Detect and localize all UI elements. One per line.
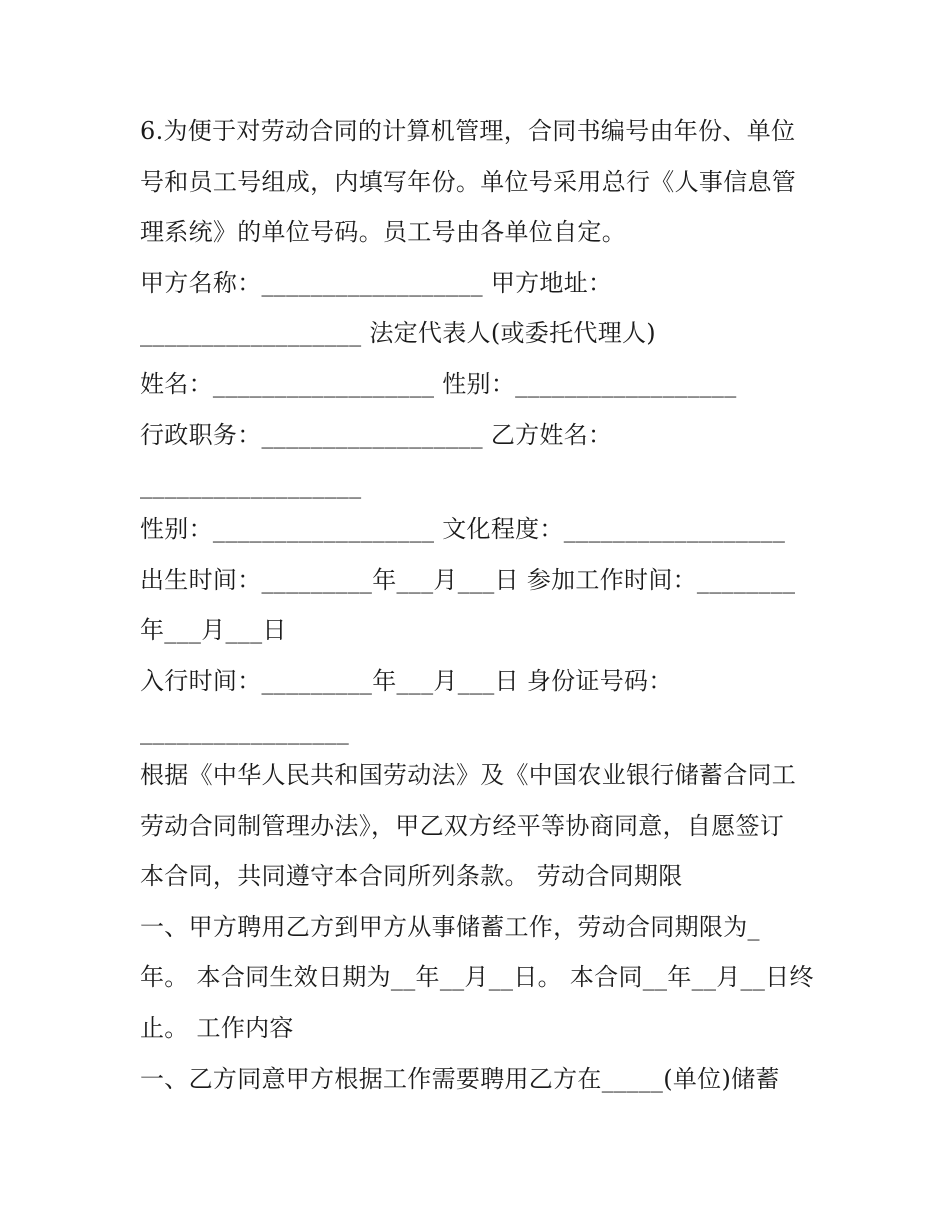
text-line: 劳动合同制管理办法》，甲乙双方经平等协商同意，自愿签订: [140, 812, 785, 840]
text-line: 性别：__________________ 文化程度：__________________: [140, 515, 786, 543]
text-line: 年___月___日: [140, 616, 287, 644]
text-line: 姓名：__________________ 性别：__________________: [140, 370, 737, 398]
text-line: 一、乙方同意甲方根据工作需要聘用乙方在_____(单位)储蓄: [140, 1065, 780, 1093]
text-line: 行政职务：__________________ 乙方姓名：: [140, 421, 613, 449]
text-line: 止。 工作内容: [140, 1014, 294, 1042]
text-line: 年。 本合同生效日期为__年__月__日。 本合同__年__月__日终: [140, 963, 814, 991]
text-line: 号和员工号组成，内填写年份。单位号采用总行《人事信息管: [140, 168, 797, 196]
text-line: 根据《中华人民共和国劳动法》及《中国农业银行储蓄合同工: [140, 761, 797, 789]
text-line: _________________: [140, 717, 350, 745]
text-line: 6.为便于对劳动合同的计算机管理，合同书编号由年份、单位: [140, 117, 796, 145]
text-line: 本合同，共同遵守本合同所列条款。 劳动合同期限: [140, 862, 683, 890]
text-line: 入行时间：_________年___月___日 身份证号码：: [140, 667, 673, 695]
text-line: __________________ 法定代表人(或委托代理人): [140, 319, 656, 347]
text-line: __________________: [140, 471, 362, 499]
text-line: 理系统》的单位号码。员工号由各单位自定。: [140, 218, 626, 246]
text-line: 一、甲方聘用乙方到甲方从事储蓄工作，劳动合同期限为_: [140, 913, 760, 941]
text-line: 出生时间：_________年___月___日 参加工作时间：________: [140, 566, 796, 594]
text-line: 甲方名称：__________________ 甲方地址：: [140, 269, 613, 297]
